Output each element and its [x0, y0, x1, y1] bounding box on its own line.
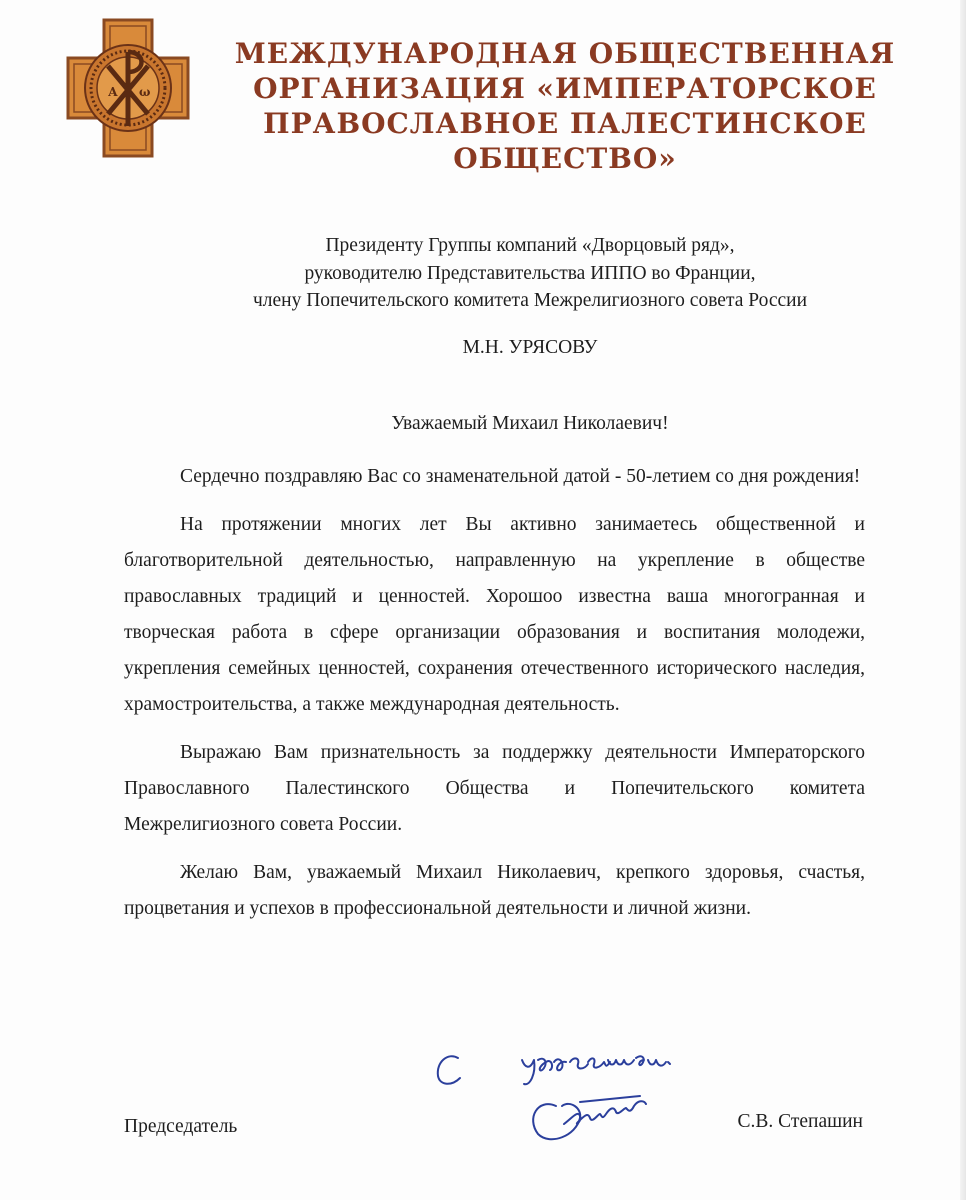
address-line: Президенту Группы компаний «Дворцовый ряд»,: [325, 235, 735, 256]
addressee-name: М.Н. УРЯСОВУ: [462, 337, 598, 358]
org-title-line: ПРАВОСЛАВНОЕ ПАЛЕСТИНСКОЕ ОБЩЕСТВО»: [263, 107, 867, 175]
body-paragraph: Сердечно поздравляю Вас со знаменательной датой - 50-летием со дня рождения!: [180, 466, 861, 487]
signatory-name: С.В. Степашин: [737, 1111, 863, 1132]
handwritten-signature: [430, 1040, 710, 1150]
svg-text:А: А: [108, 85, 118, 99]
recipient-address-block: [120, 232, 940, 315]
organization-title: [215, 36, 915, 176]
body-paragraph: Выражаю Вам признательность за поддержку деятельности Императорского Православного Палестинского Общества и Попечительского комитета Межрелигиозного совета России.: [124, 742, 865, 835]
body-paragraph: На протяжении многих лет Вы активно занимаетесь общественной и благотворительной деятельностью, направленную на укрепление в обществе православных традиций и ценностей. Хорошоо известна ваша многогранная и творческая работа в сфере организации образования и воспитания молодежи, укрепления семейных ценностей, сохранения отечественного исторического наследия, храмостроительства, а также международная деятельность.: [124, 514, 865, 715]
org-title-line: МЕЖДУНАРОДНАЯ ОБЩЕСТВЕННАЯ: [234, 37, 896, 70]
letter-body: [124, 459, 865, 939]
svg-text:ω: ω: [139, 85, 151, 99]
body-paragraph: Желаю Вам, уважаемый Михаил Николаевич, крепкого здоровья, счастья, процветания и успехов в профессиональной деятельности и личной жизни.: [124, 862, 865, 919]
address-line: руководителю Представительства ИППО во Франции,: [304, 262, 756, 284]
page-edge-shadow: [960, 0, 966, 1200]
salutation: Уважаемый Михаил Николаевич!: [391, 413, 669, 434]
chi-rho-cross-emblem-icon: [66, 18, 190, 158]
address-line: члену Попечительского комитета Межрелигиозного совета России: [252, 290, 808, 311]
org-title-line: ОРГАНИЗАЦИЯ «ИМПЕРАТОРСКОЕ: [253, 72, 877, 105]
signatory-role: Председатель: [124, 1116, 238, 1137]
